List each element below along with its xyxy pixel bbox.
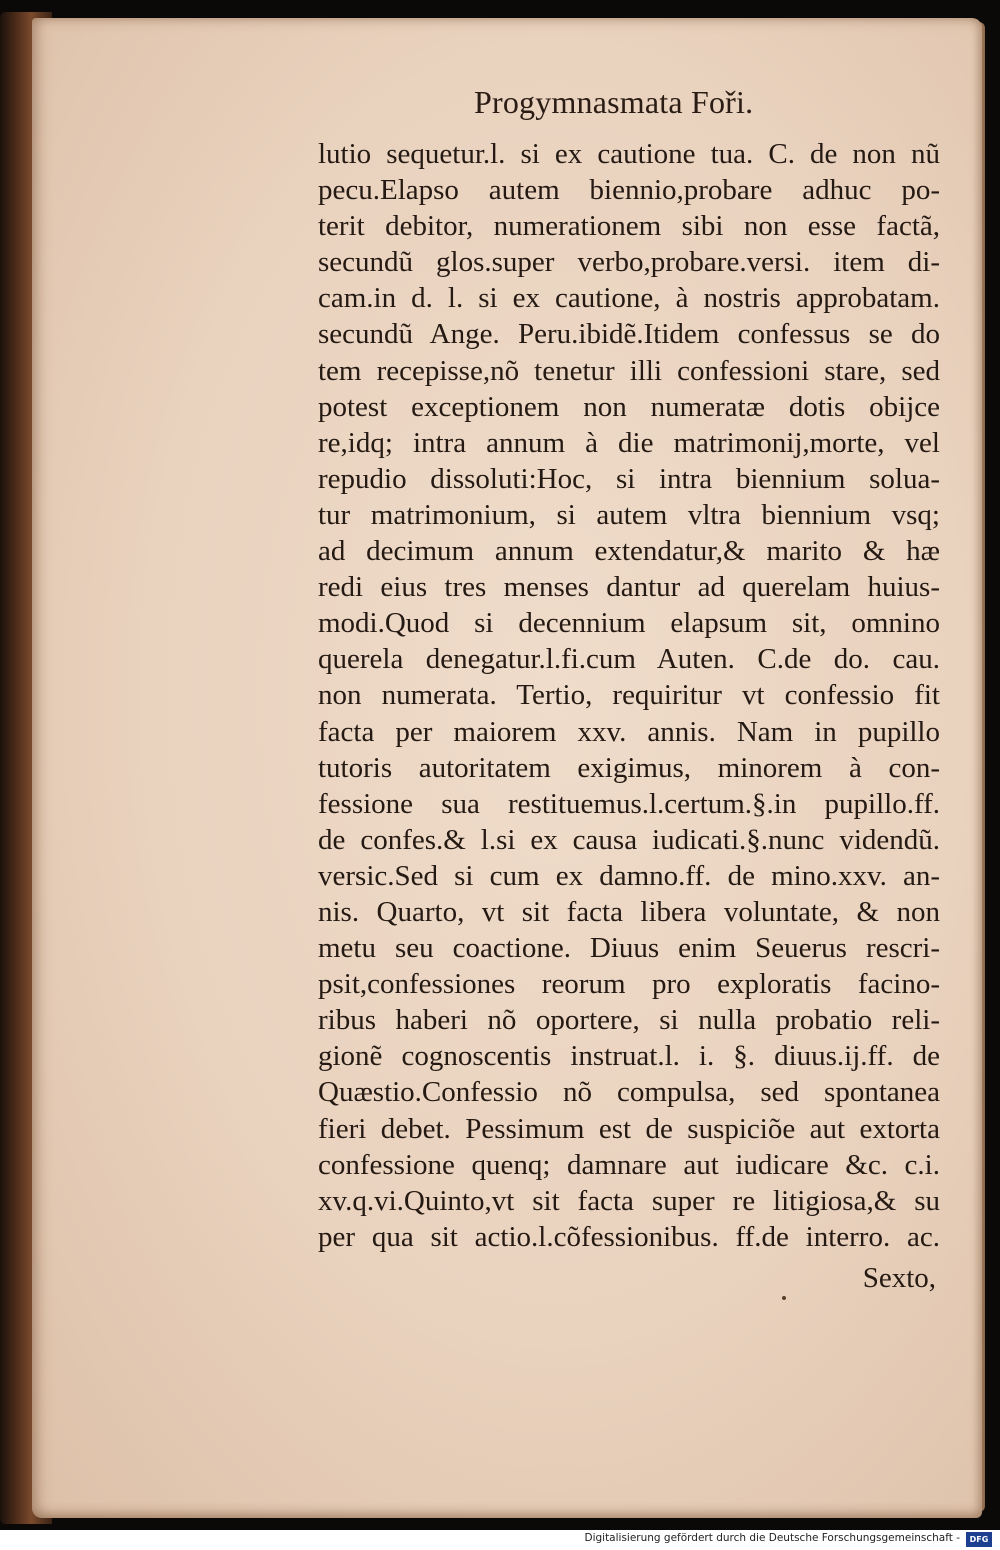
catchword: Sexto, <box>862 1262 936 1294</box>
text-line: lutio sequetur.l. si ex cautione tua. C. de non nũ <box>318 138 940 170</box>
text-line: tem recepisse,nõ tenetur illi confessioni stare, sed <box>318 354 940 387</box>
text-line: pecu.Elapso autem biennio,probare adhuc po- <box>318 174 940 207</box>
text-line: versic.Sed si cum ex damno.ff. de mino.xxv. an- <box>318 859 940 892</box>
text-line: terit debitor, numerationem sibi non esse factã, <box>318 210 940 243</box>
text-line: tur matrimonium, si autem vltra biennium vsq; <box>318 498 940 531</box>
text-line: potest exceptionem non numeratæ dotis obijce <box>318 390 940 423</box>
text-line: cam.in d. l. si ex cautione, à nostris approbatam. <box>318 282 940 315</box>
text-line: xv.q.vi.Quinto,vt sit facta super re litigiosa,& su <box>318 1184 940 1217</box>
text-line: per qua sit actio.l.cõfessionibus. ff.de interro. ac. <box>318 1220 940 1253</box>
text-line: facta per maiorem xxv. annis. Nam in pupillo <box>318 715 940 748</box>
text-line: tutoris autoritatem exigimus, minorem à con- <box>318 751 940 784</box>
text-line: metu seu coactione. Diuus enim Seuerus rescri- <box>318 932 940 965</box>
text-line: ad decimum annum extendatur,& marito & hæ <box>318 535 940 568</box>
text-line: confessione quenq; damnare aut iudicare &c. c.i. <box>318 1148 940 1181</box>
footer-bar <box>0 1530 1000 1550</box>
text-line: secundũ glos.super verbo,probare.versi. item di- <box>318 246 940 279</box>
text-line: psit,confessiones reorum pro exploratis facino- <box>318 968 940 1001</box>
text-line: non numerata. Tertio, requiritur vt confessio fit <box>318 679 940 712</box>
text-line: fieri debet. Pessimum est de suspiciõe aut extorta <box>318 1112 940 1145</box>
text-line: modi.Quod si decennium elapsum sit, omnino <box>318 607 940 640</box>
paper-speck <box>782 1296 786 1300</box>
running-head: Progymnasmata Foři. <box>474 84 754 120</box>
text-line: nis. Quarto, vt sit facta libera voluntate, & non <box>318 895 940 928</box>
body-text <box>318 136 940 1255</box>
text-line: de confes.& l.si ex causa iudicati.§.nunc videndũ. <box>318 823 940 856</box>
text-line: re,idq; intra annum à die matrimonij,morte, vel <box>318 426 940 459</box>
dfg-logo: DFG <box>966 1532 992 1547</box>
text-line: repudio dissoluti:Hoc, si intra biennium solua- <box>318 462 940 495</box>
text-line: gionẽ cognoscentis instruat.l. i. §. diuus.ij.ff. de <box>318 1040 940 1073</box>
text-line: Quæstio.Confessio nõ compulsa, sed spontanea <box>318 1076 940 1109</box>
text-line: ribus haberi nõ oportere, si nulla probatio reli- <box>318 1004 940 1037</box>
funding-notice: Digitalisierung gefördert durch die Deutsche Forschungsgemeinschaft - <box>584 1532 960 1544</box>
text-line: querela denegatur.l.fi.cum Auten. C.de do. cau. <box>318 643 940 676</box>
text-line: redi eius tres menses dantur ad querelam huius- <box>318 571 940 604</box>
text-line: fessione sua restituemus.l.certum.§.in pupillo.ff. <box>318 787 940 820</box>
text-line: secundũ Ange. Peru.ibidẽ.Itidem confessus se do <box>318 318 940 351</box>
